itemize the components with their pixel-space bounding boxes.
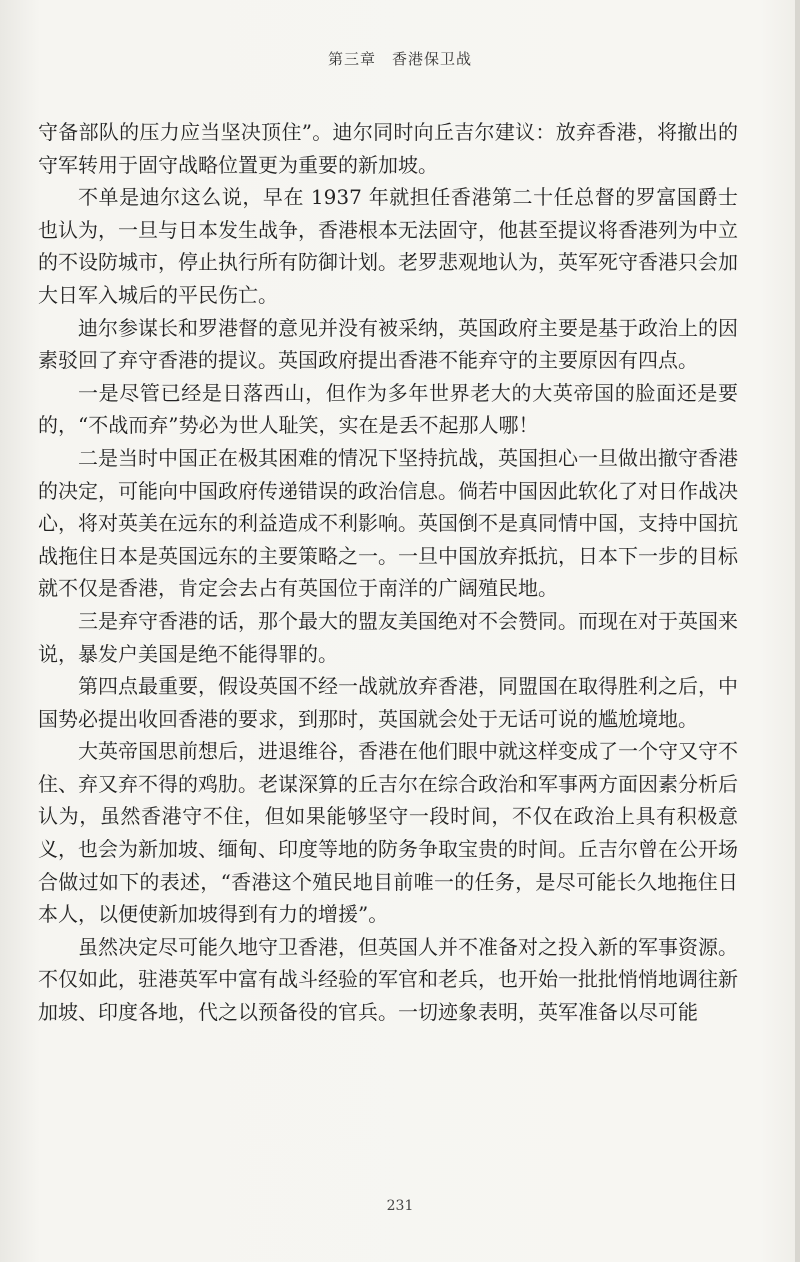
paragraph-3: 迪尔参谋长和罗港督的意见并没有被采纳，英国政府主要是基于政治上的因素驳回了弃守香港的提议。英国政府提出香港不能弃守的主要原因有四点。 <box>38 315 738 373</box>
body-text <box>38 116 738 1029</box>
scan-artifact <box>795 0 800 1262</box>
running-head: 第三章 香港保卫战 <box>327 50 472 68</box>
paragraph-7: 第四点最重要，假设英国不经一战就放弃香港，同盟国在取得胜利之后，中国势必提出收回香港的要求，到那时，英国就会处于无话可说的尴尬境地。 <box>38 674 738 731</box>
paragraph-2: 不单是迪尔这么说，早在 1937 年就担任香港第二十任总督的罗富国爵士也认为，一旦与日本发生战争，香港根本无法固守，他甚至提议将香港列为中立的不设防城市，停止执行所有防御计划。老罗悲观地认为，英军死守香港只会加大日军入城后的平民伤亡。 <box>38 185 738 307</box>
paragraph-4: 一是尽管已经是日落西山，但作为多年世界老大的大英帝国的脸面还是要的，“不战而弃”势必为世人耻笑，实在是丢不起那人哪！ <box>38 380 738 438</box>
paragraph-9: 虽然决定尽可能久地守卫香港，但英国人并不准备对之投入新的军事资源。不仅如此，驻港英军中富有战斗经验的军官和老兵，也开始一批批悄悄地调往新加坡、印度各地，代之以预备役的官兵。一切迹象表明，英军准备以尽可能 <box>38 934 738 1025</box>
paragraph-8: 大英帝国思前想后，进退维谷，香港在他们眼中就这样变成了一个守又守不住、弃又弃不得的鸡肋。老谋深算的丘吉尔在综合政治和军事两方面因素分析后认为，虽然香港守不住，但如果能够坚守一段时间，不仅在政治上具有积极意义，也会为新加坡、缅甸、印度等地的防务争取宝贵的时间。丘吉尔曾在公开场合做过如下的表述，“香港这个殖民地目前唯一的任务，是尽可能长久地拖住日本人，以便使新加坡得到有力的增援”。 <box>38 739 738 927</box>
paragraph-1: 守备部队的压力应当坚决顶住”。迪尔同时向丘吉尔建议：放弃香港，将撤出的守军转用于固守战略位置更为重要的新加坡。 <box>38 120 738 177</box>
paragraph-5: 二是当时中国正在极其困难的情况下坚持抗战，英国担心一旦做出撤守香港的决定，可能向中国政府传递错误的政治信息。倘若中国因此软化了对日作战决心，将对英美在远东的利益造成不利影响。英国倒不是真同情中国，支持中国抗战拖住日本是英国远东的主要策略之一。一旦中国放弃抵抗，日本下一步的目标就不仅是香港，肯定会去占有英国位于南洋的广阔殖民地。 <box>38 445 738 601</box>
page-number: 231 <box>386 1198 414 1214</box>
paragraph-6: 三是弃守香港的话，那个最大的盟友美国绝对不会赞同。而现在对于英国来说，暴发户美国是绝不能得罪的。 <box>38 608 738 666</box>
